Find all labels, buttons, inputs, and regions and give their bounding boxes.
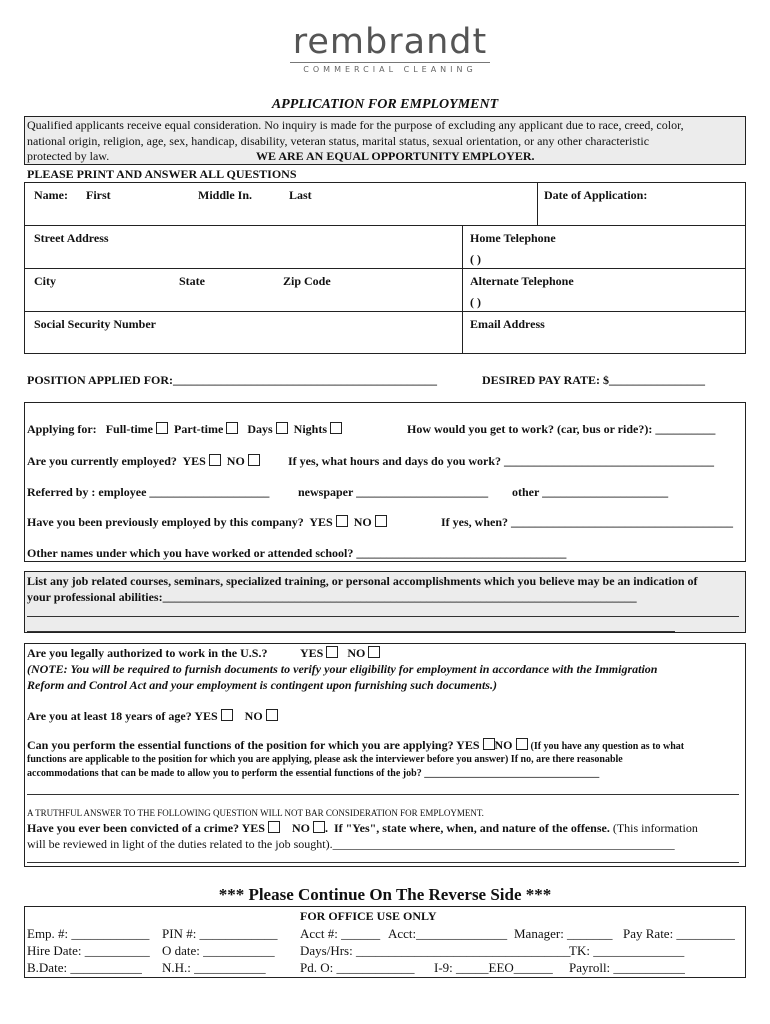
eeo-line-3a: protected by law. — [27, 149, 110, 163]
form-title: APPLICATION FOR EMPLOYMENT — [271, 97, 499, 112]
office-manager[interactable]: Manager: _______ — [514, 926, 613, 941]
office-emp[interactable]: Emp. #: ____________ — [27, 926, 150, 941]
office-payroll[interactable]: Payroll: ___________ — [569, 960, 685, 975]
eeo-line-2: national origin, religion, age, sex, handicap, disability, veteran status, marital status, sexual orientation, or any other characteristic — [27, 134, 650, 148]
authorized-yes-checkbox[interactable] — [326, 646, 338, 658]
referred-newspaper-field[interactable]: newspaper ______________________ — [298, 485, 489, 499]
label-ssn: Social Security Number — [34, 317, 156, 331]
essential-line-3[interactable]: accommodations that can be made to allow you to perform the essential functions of the job? ___________________________________ — [27, 768, 600, 779]
desired-pay-field[interactable]: DESIRED PAY RATE: $________________ — [482, 373, 706, 387]
logo-tagline: COMMERCIAL CLEANING — [303, 65, 477, 74]
truthful-note: A TRUTHFUL ANSWER TO THE FOLLOWING QUESTION WILL NOT BAR CONSIDERATION FOR EMPLOYMENT. — [27, 808, 484, 818]
label-alt-phone: Alternate Telephone — [470, 274, 574, 288]
crime-line-2[interactable]: will be reviewed in light of the duties related to the job sought)._________________________________________________________ — [27, 837, 675, 851]
days-checkbox[interactable] — [276, 422, 288, 434]
alt-phone-area: ( ) — [470, 295, 481, 309]
authorized-no-checkbox[interactable] — [368, 646, 380, 658]
office-pay-rate[interactable]: Pay Rate: _________ — [623, 926, 735, 941]
label-state: State — [179, 274, 205, 288]
office-tk[interactable]: TK: ______________ — [569, 943, 685, 958]
previous-when-field[interactable]: If yes, when? _____________________________________ — [441, 515, 734, 529]
hours-days-field[interactable]: If yes, what hours and days do you work? ___________________________________ — [288, 454, 715, 468]
previous-yes-checkbox[interactable] — [336, 515, 348, 527]
eeo-opportunity: WE ARE AN EQUAL OPPORTUNITY EMPLOYER. — [256, 149, 535, 163]
label-home-phone: Home Telephone — [470, 231, 556, 245]
authorized-row: Are you legally authorized to work in the U.S.? YES NO — [27, 646, 380, 661]
label-middle: Middle In. — [198, 188, 253, 202]
other-names-field[interactable]: Other names under which you have worked or attended school? ___________________________________ — [27, 546, 567, 560]
office-acct[interactable]: Acct:______________ — [388, 926, 508, 941]
essential-row: Can you perform the essential functions of the position for which you are applying? YES NO (If you have any question as to what — [27, 738, 685, 752]
label-first: First — [86, 188, 111, 202]
courses-blank-2[interactable] — [27, 631, 675, 632]
note-line-1: (NOTE: You will be required to furnish documents to verify your eligibility for employment in accordance with the Immigration — [27, 662, 658, 676]
how-get-to-work[interactable]: How would you get to work? (car, bus or ride?): __________ — [407, 422, 716, 436]
home-phone-area: ( ) — [470, 252, 481, 266]
full-time-checkbox[interactable] — [156, 422, 168, 434]
eeo-line-1: Qualified applicants receive equal consideration. No inquiry is made for the purpose of excluding any applicant due to race, creed, color, — [27, 118, 684, 132]
essential-blank[interactable] — [27, 794, 739, 795]
office-nh[interactable]: N.H.: ___________ — [162, 960, 266, 975]
office-use-title: FOR OFFICE USE ONLY — [300, 909, 437, 923]
label-zip: Zip Code — [283, 274, 331, 288]
office-o-date[interactable]: O date: ___________ — [162, 943, 275, 958]
office-pd-o[interactable]: Pd. O: ____________ — [300, 960, 415, 975]
label-email: Email Address — [470, 317, 545, 331]
crime-blank[interactable] — [27, 862, 739, 863]
age-yes-checkbox[interactable] — [221, 709, 233, 721]
continue-notice: *** Please Continue On The Reverse Side *** — [218, 885, 552, 904]
instructions: PLEASE PRINT AND ANSWER ALL QUESTIONS — [27, 167, 297, 181]
position-applied-field[interactable]: POSITION APPLIED FOR:____________________________________________ — [27, 373, 438, 387]
referred-employee-field[interactable]: Referred by : employee ____________________ — [27, 485, 270, 499]
label-last: Last — [289, 188, 312, 202]
crime-yes-checkbox[interactable] — [268, 821, 280, 833]
referred-other-field[interactable]: other _____________________ — [512, 485, 669, 499]
office-i9-eeo[interactable]: I-9: _____EEO______ — [434, 960, 553, 975]
label-street: Street Address — [34, 231, 109, 245]
currently-employed-row: Are you currently employed? YES NO — [27, 454, 260, 469]
essential-line-2: functions are applicable to the position for which you are applying, please ask the interviewer before you answer) If no, are there reasonable — [27, 754, 623, 765]
office-pin[interactable]: PIN #: ____________ — [162, 926, 278, 941]
note-line-2: Reform and Control Act and your employment is contingent upon furnishing such documents.) — [27, 678, 497, 692]
company-logo — [280, 22, 500, 77]
employed-yes-checkbox[interactable] — [209, 454, 221, 466]
essential-yes-checkbox[interactable] — [483, 738, 495, 750]
label-name: Name: — [34, 188, 68, 202]
office-hire-date[interactable]: Hire Date: __________ — [27, 943, 150, 958]
age-row: Are you at least 18 years of age? YES NO — [27, 709, 278, 724]
essential-no-checkbox[interactable] — [516, 738, 528, 750]
office-acct-no[interactable]: Acct #: ______ — [300, 926, 381, 941]
previously-employed-row: Have you been previously employed by this company? YES NO — [27, 515, 387, 530]
office-b-date[interactable]: B.Date: ___________ — [27, 960, 142, 975]
nights-checkbox[interactable] — [330, 422, 342, 434]
crime-row: Have you ever been convicted of a crime? YES NO . If "Yes", state where, when, and nature of the offense. (This information — [27, 821, 698, 835]
part-time-checkbox[interactable] — [226, 422, 238, 434]
employed-no-checkbox[interactable] — [248, 454, 260, 466]
courses-line-1: List any job related courses, seminars, specialized training, or personal accomplishments which you believe may be an indication of — [27, 574, 698, 588]
label-city: City — [34, 274, 56, 288]
previous-no-checkbox[interactable] — [375, 515, 387, 527]
age-no-checkbox[interactable] — [266, 709, 278, 721]
office-days-hrs[interactable]: Days/Hrs: _________________________________ — [300, 943, 571, 958]
courses-blank-1[interactable] — [27, 616, 739, 617]
crime-no-checkbox[interactable] — [313, 821, 325, 833]
logo-wordmark: rembrandt — [292, 22, 488, 62]
label-date-of-application: Date of Application: — [544, 188, 648, 202]
applying-for-row: Applying for: Full-time Part-time Days Nights — [27, 422, 342, 437]
courses-line-2[interactable]: your professional abilities:_______________________________________________________________________________ — [27, 590, 637, 604]
